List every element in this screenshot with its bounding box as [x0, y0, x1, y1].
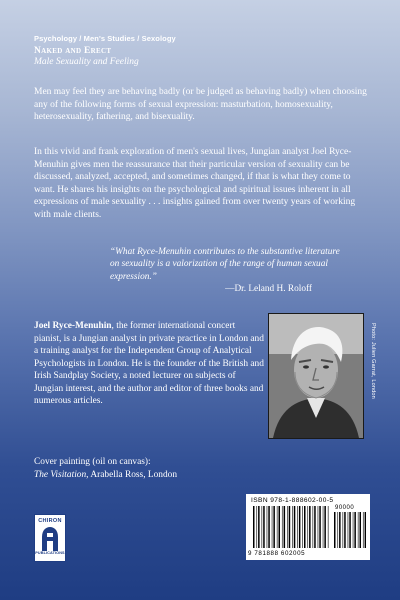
isbn-number: ISBN 978-1-888602-00-5: [251, 497, 334, 504]
chiron-horse-icon: [39, 525, 61, 551]
author-photo: [268, 313, 364, 439]
quote-author: —Dr. Leland H. Roloff: [225, 283, 312, 294]
cover-painting-title: The Visitation: [34, 469, 87, 480]
quote-text: “What Ryce-Menuhin contributes to the substantive literature on sexuality is a valorization of the range of human sexual expression.”: [110, 247, 340, 282]
publisher-logo: [34, 514, 66, 562]
cover-painting-label: Cover painting (oil on canvas):: [34, 457, 151, 467]
author-name: Joel Ryce-Menuhin: [34, 321, 112, 331]
cover-painting-artist: , Arabella Ross, London: [86, 469, 178, 480]
barcode-block: [246, 494, 370, 560]
author-bio-text: , the former international concert pianist, is a Jungian analyst in private practice in London and a training analyst for the Independent Group of Analytical Psychologists in London. He is the founder of the British and Irish Sandplay Society, a noted lecturer on subjects of Jungian interest, and the author and editor of three books and numerous articles.: [34, 321, 264, 406]
author-bio: [34, 320, 264, 408]
description-paragraph-1: Men may feel they are behaving badly (or be judged as behaving badly) when choosing any of the following forms of sexual expression: masturbation, homosexuality, heterosexuality, fathering, and bisexuality.: [34, 87, 367, 123]
addon-barcode: [334, 512, 366, 548]
book-subtitle: Male Sexuality and Feeling: [34, 57, 139, 67]
photo-credit: Photo: Julien Garrat, London: [370, 323, 376, 399]
description-paragraph-2: In this vivid and frank exploration of men's sexual lives, Jungian analyst Joel Ryce-Menuhin gives men the reassurance that their particular version of sexuality can be discussed, analyzed, accepted, and sometimes changed, if that is what they come to want. He shares his insights on the psychological and spiritual issues inherent in all expressions of male sexuality . . . insights gained from over twenty years of working with male clients.: [34, 147, 356, 220]
cover-painting-credit: [34, 456, 177, 481]
ean-number: 9 781888 602005: [248, 550, 306, 557]
endorsement-quote: [110, 246, 340, 295]
publisher-name: CHIRON: [38, 518, 62, 524]
book-title: Naked and Erect: [34, 46, 112, 56]
category-line: Psychology / Men's Studies / Sexology: [34, 34, 176, 43]
author-portrait-image: [269, 314, 363, 438]
ean-barcode: [253, 506, 329, 548]
price-code: 90000: [335, 505, 355, 511]
publisher-imprint: PUBLICATIONS: [35, 551, 65, 555]
